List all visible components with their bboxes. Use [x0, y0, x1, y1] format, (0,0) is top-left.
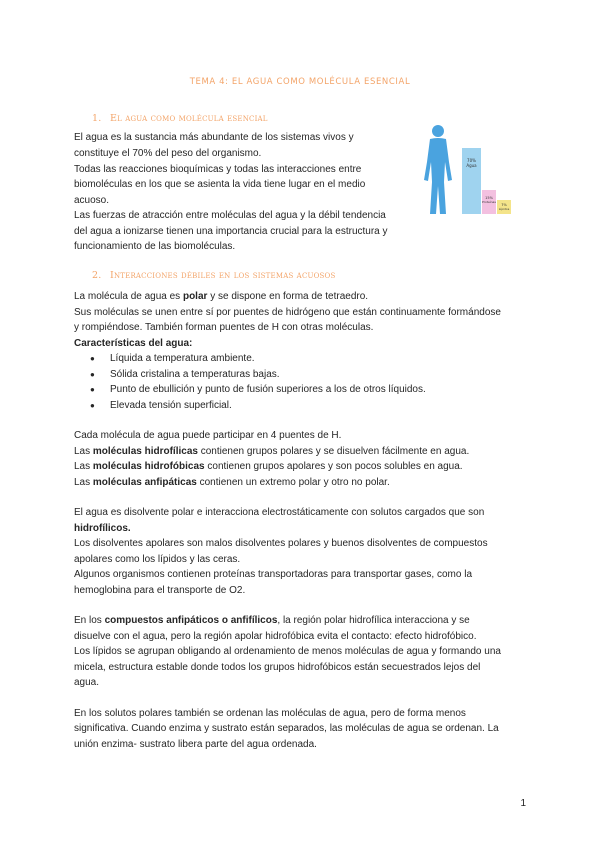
s2-line: hemoglobina para el transporte de O2.	[74, 585, 246, 596]
s2-line: Algunos organismos contienen proteínas transportadoras para transportar gases, como la	[74, 569, 473, 580]
s2-line: Las moléculas hidrofílicas contienen grupos polares y se disuelven fácilmente en agua.	[74, 446, 470, 457]
s2-line: disuelve con el agua, pero la región apolar hidrofóbica evita el contacto: efecto hidrofóbico.	[74, 631, 477, 642]
list-item: ● Líquida a temperatura ambiente.	[90, 351, 255, 367]
list-item: ● Sólida cristalina a temperaturas bajas.	[90, 367, 280, 383]
s2-line: La molécula de agua es polar y se dispone en forma de tetraedro.	[74, 291, 369, 302]
s2-line: micela, estructura estable donde todos los grupos hidrofóbicos están secuestrados lejos del	[74, 662, 481, 673]
bullet-icon: ●	[90, 385, 95, 394]
bold-term: polar	[182, 291, 208, 302]
s2-line: y rompiéndose. También forman puentes de H con otras moléculas.	[74, 322, 374, 333]
s1-line: constituye el 70% del peso del organismo.	[74, 148, 262, 159]
list-item: ● Elevada tensión superficial.	[90, 398, 232, 414]
s1-line: acuoso.	[74, 195, 110, 206]
section-heading-1	[92, 113, 268, 124]
s2-line: En los solutos polares también se ordenan las moléculas de agua, pero de forma menos	[74, 708, 466, 719]
bold-term: moléculas hidrofílicas	[92, 446, 198, 457]
s2-line: Sus moléculas se unen entre sí por puentes de hidrógeno que están continuamente formándose	[74, 307, 501, 318]
s2-line: apolares como los lípidos y las ceras.	[74, 554, 241, 565]
s2-line: Cada molécula de agua puede participar en 4 puentes de H.	[74, 430, 342, 441]
water-label: Agua	[466, 163, 477, 168]
protein-label: Proteínas	[482, 200, 496, 204]
characteristics-heading: Características del agua:	[74, 338, 193, 349]
body-composition-figure	[418, 122, 522, 218]
bullet-icon: ●	[90, 354, 95, 363]
s2-line: unión enzima- sustrato libera parte del agua ordenada.	[74, 739, 317, 750]
s2-line: significativa. Cuando enzima y sustrato están separados, las moléculas de agua se ordenan. La	[74, 723, 499, 734]
bold-term: moléculas hidrofóbicas	[92, 461, 205, 472]
human-body-icon	[424, 125, 452, 214]
section-number: 2.	[92, 270, 102, 281]
s2-line: El agua es disolvente polar e interacciona electrostáticamente con solutos cargados que son	[74, 507, 485, 518]
section-title: Interacciones débiles en los sistemas acuosos	[110, 270, 336, 281]
page-number: 1	[520, 798, 526, 809]
s1-line: El agua es la sustancia más abundante de los sistemas vivos y	[74, 132, 354, 143]
s1-line: Todas las reacciones bioquímicas y todas las interacciones entre	[74, 164, 362, 175]
s2-line: Las moléculas hidrofóbicas contienen grupos apolares y son pocos solubles en agua.	[74, 461, 463, 472]
s1-line: del agua a ionizarse tienen una importancia crucial para la estructura y	[74, 226, 388, 237]
lipid-percent: 7%	[501, 203, 507, 207]
section-heading-2	[92, 270, 335, 281]
s2-line: En los compuestos anfipáticos o anfifílicos, la región polar hidrofílica interacciona y se	[74, 615, 470, 626]
section-title: El agua como molécula esencial	[110, 113, 268, 124]
protein-percent: 15%	[485, 196, 493, 200]
page-title: TEMA 4: EL AGUA COMO MOLÉCULA ESENCIAL	[189, 77, 411, 87]
bullet-icon: ●	[90, 370, 95, 379]
s2-line: agua.	[74, 677, 100, 688]
s2-line: Los lípidos se agrupan obligando al ordenamiento de menos moléculas de agua y formando una	[74, 646, 501, 657]
s1-line: Las fuerzas de atracción entre moléculas del agua y la débil tendencia	[74, 210, 386, 221]
bold-term: moléculas anfipáticas	[92, 477, 197, 488]
bullet-icon: ●	[90, 401, 95, 410]
s2-line: Los disolventes apolares son malos disolventes polares y buenos disolventes de compuestos	[74, 538, 488, 549]
bold-term: compuestos anfipáticos o anfifílicos	[104, 615, 278, 626]
water-percent: 70%	[467, 158, 476, 163]
lipid-label: Lípidos	[498, 207, 510, 211]
list-item: ● Punto de ebullición y punto de fusión superiores a los de otros líquidos.	[90, 382, 426, 398]
section-number: 1.	[92, 113, 102, 124]
s1-line: biomoléculas en los que se asienta la vida tiene lugar en el medio	[74, 179, 366, 190]
bold-term: hidrofílicos.	[74, 523, 131, 534]
s2-line: Las moléculas anfipáticas contienen un extremo polar y otro no polar.	[74, 477, 390, 488]
s1-line: funcionamiento de las biomoléculas.	[74, 241, 236, 252]
